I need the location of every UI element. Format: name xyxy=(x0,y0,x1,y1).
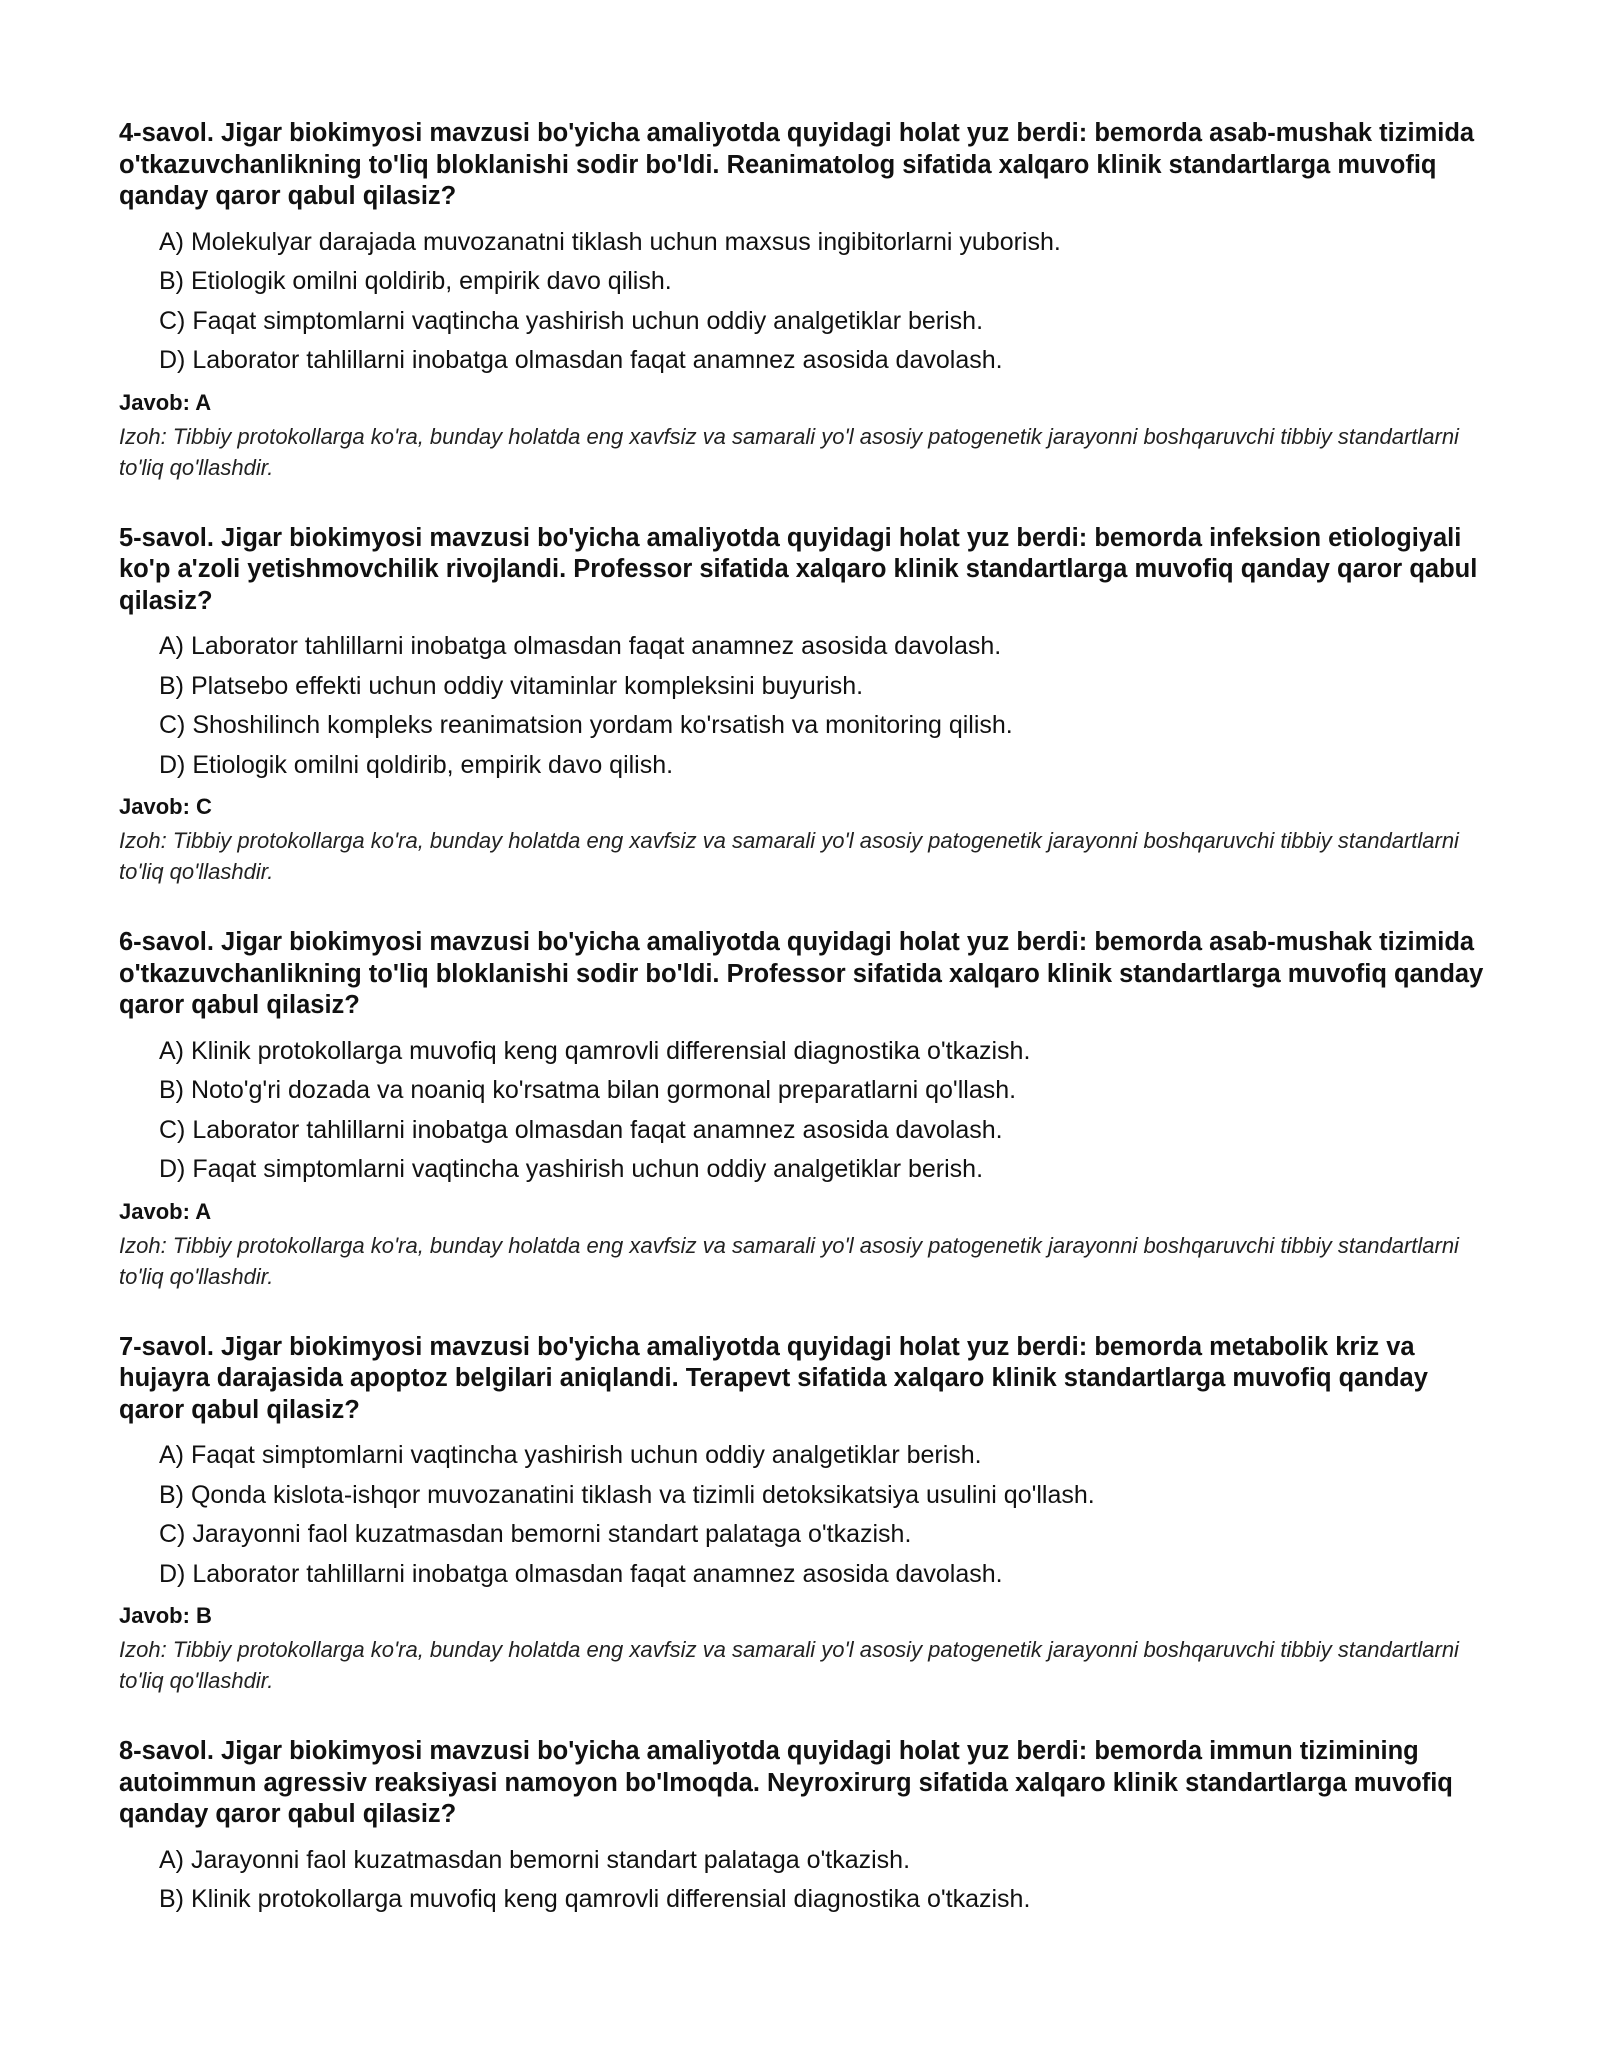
option-d: D) Laborator tahlillarni inobatga olmasdan faqat anamnez asosida davolash. xyxy=(159,346,1003,374)
option-list xyxy=(119,627,1499,785)
question-6 xyxy=(119,927,1499,1292)
option-c: C) Shoshilinch kompleks reanimatsion yordam ko'rsatish va monitoring qilish. xyxy=(159,711,1013,739)
option-b: B) Qonda kislota-ishqor muvozanatini tiklash va tizimli detoksikatsiya usulini qo'llash. xyxy=(159,1480,1095,1509)
option-a: A) Laborator tahlillarni inobatga olmasdan faqat anamnez asosida davolash. xyxy=(159,632,1002,660)
question-4 xyxy=(119,118,1499,483)
answer-label: Javob: C xyxy=(119,794,212,819)
explanation-note: Izoh: Tibbiy protokollarga ko'ra, bunday holatda eng xavfsiz va samarali yo'l asosiy patogenetik jarayonni boshqaruvchi tibbiy standartlarni to'liq qo'llashdir. xyxy=(119,1637,1459,1693)
question-title: 8-savol. Jigar biokimyosi mavzusi bo'yicha amaliyotda quyidagi holat yuz berdi: bemorda immun tizimining autoimmun agressiv reaksiyasi namoyon bo'lmoqda. Neyroxirurg sifatida xalqaro klinik standartlarga muvofiq qanday qaror qabul qilasiz? xyxy=(119,1737,1453,1828)
option-d: D) Laborator tahlillarni inobatga olmasdan faqat anamnez asosida davolash. xyxy=(159,1559,1003,1588)
document-page xyxy=(119,118,1499,1960)
option-a: A) Jarayonni faol kuzatmasdan bemorni standart palataga o'tkazish. xyxy=(159,1845,911,1874)
question-title: 4-savol. Jigar biokimyosi mavzusi bo'yicha amaliyotda quyidagi holat yuz berdi: bemorda asab-mushak tizimida o'tkazuvchanlikning to'liq bloklanishi sodir bo'ldi. Reanimatolog sifatida xalqaro klinik standartlarga muvofiq qanday qaror qabul qilasiz? xyxy=(119,119,1475,210)
answer-label: Javob: A xyxy=(119,389,212,415)
explanation-note: Izoh: Tibbiy protokollarga ko'ra, bunday holatda eng xavfsiz va samarali yo'l asosiy patogenetik jarayonni boshqaruvchi tibbiy standartlarni to'liq qo'llashdir. xyxy=(119,1232,1459,1289)
question-title: 6-savol. Jigar biokimyosi mavzusi bo'yicha amaliyotda quyidagi holat yuz berdi: bemorda asab-mushak tizimida o'tkazuvchanlikning to'liq bloklanishi sodir bo'ldi. Professor sifatida xalqaro klinik standartlarga muvofiq qanday qaror qabul qilasiz? xyxy=(119,928,1484,1019)
answer-label: Javob: A xyxy=(119,1198,212,1224)
option-c: C) Jarayonni faol kuzatmasdan bemorni standart palataga o'tkazish. xyxy=(159,1520,912,1548)
option-b: B) Etiologik omilni qoldirib, empirik davo qilish. xyxy=(159,267,672,295)
option-b: B) Klinik protokollarga muvofiq keng qamrovli differensial diagnostika o'tkazish. xyxy=(159,1885,1031,1913)
option-list xyxy=(119,223,1499,381)
option-c: C) Faqat simptomlarni vaqtincha yashirish uchun oddiy analgetiklar berish. xyxy=(159,306,984,335)
question-8 xyxy=(119,1736,1499,1920)
option-a: A) Klinik protokollarga muvofiq keng qamrovli differensial diagnostika o'tkazish. xyxy=(159,1036,1031,1065)
option-list xyxy=(119,1436,1499,1594)
question-7 xyxy=(119,1332,1499,1697)
option-list xyxy=(119,1032,1499,1190)
option-b: B) Noto'g'ri dozada va noaniq ko'rsatma bilan gormonal preparatlarni qo'llash. xyxy=(159,1076,1017,1104)
option-a: A) Faqat simptomlarni vaqtincha yashirish uchun oddiy analgetiklar berish. xyxy=(159,1441,982,1469)
option-d: D) Faqat simptomlarni vaqtincha yashirish uchun oddiy analgetiklar berish. xyxy=(159,1155,984,1183)
question-title: 5-savol. Jigar biokimyosi mavzusi bo'yicha amaliyotda quyidagi holat yuz berdi: bemorda infeksion etiologiyali ko'p a'zoli yetishmovchilik rivojlandi. Professor sifatida xalqaro klinik standartlarga muvofiq qanday qaror qabul qilasiz? xyxy=(119,523,1478,615)
option-c: C) Laborator tahlillarni inobatga olmasdan faqat anamnez asosida davolash. xyxy=(159,1115,1003,1144)
explanation-note: Izoh: Tibbiy protokollarga ko'ra, bunday holatda eng xavfsiz va samarali yo'l asosiy patogenetik jarayonni boshqaruvchi tibbiy standartlarni to'liq qo'llashdir. xyxy=(119,828,1459,884)
explanation-note: Izoh: Tibbiy protokollarga ko'ra, bunday holatda eng xavfsiz va samarali yo'l asosiy patogenetik jarayonni boshqaruvchi tibbiy standartlarni to'liq qo'llashdir. xyxy=(119,423,1459,480)
option-list xyxy=(119,1841,1499,1920)
answer-label: Javob: B xyxy=(119,1603,212,1628)
option-b: B) Platsebo effekti uchun oddiy vitaminlar kompleksini buyurish. xyxy=(159,671,864,700)
question-5 xyxy=(119,523,1499,888)
option-a: A) Molekulyar darajada muvozanatni tiklash uchun maxsus ingibitorlarni yuborish. xyxy=(159,227,1061,256)
question-title: 7-savol. Jigar biokimyosi mavzusi bo'yicha amaliyotda quyidagi holat yuz berdi: bemorda metabolik kriz va hujayra darajasida apoptoz belgilari aniqlandi. Terapevt sifatida xalqaro klinik standartlarga muvofiq qanday qaror qabul qilasiz? xyxy=(119,1332,1428,1424)
option-d: D) Etiologik omilni qoldirib, empirik davo qilish. xyxy=(159,750,674,779)
